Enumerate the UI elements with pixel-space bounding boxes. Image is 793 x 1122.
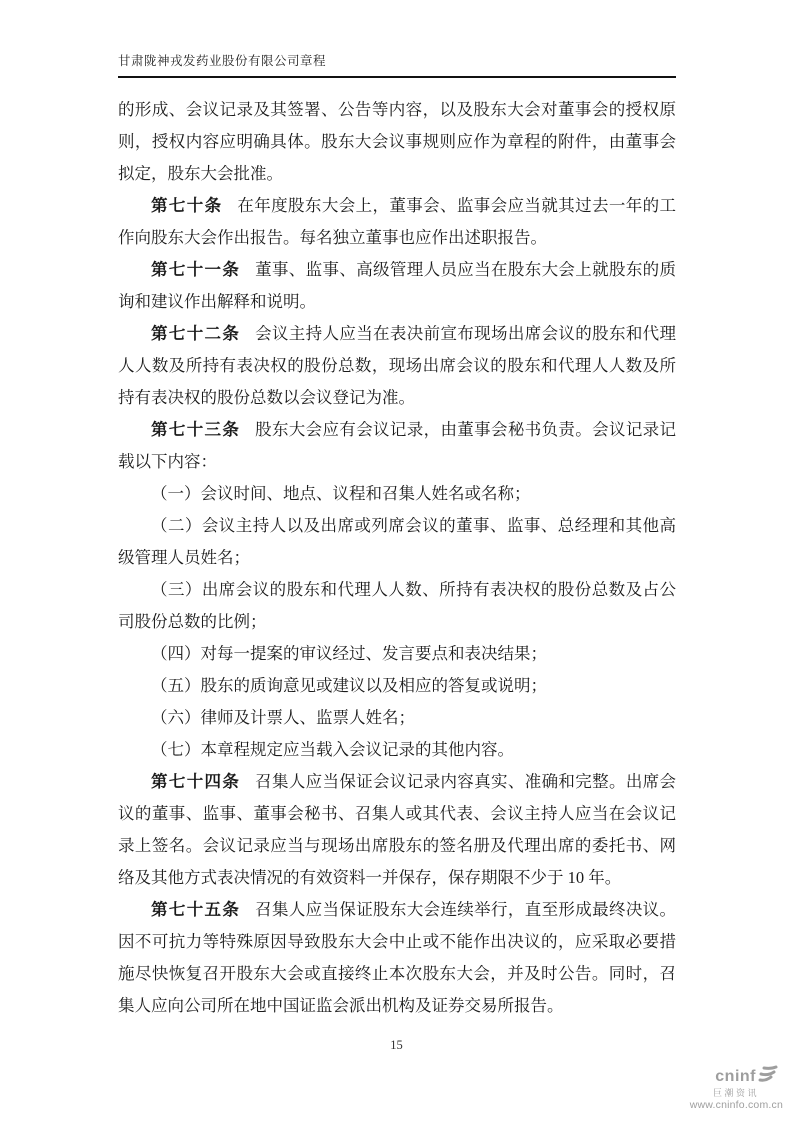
article-number: 第七十二条 bbox=[151, 325, 241, 343]
article-number: 第七十一条 bbox=[151, 261, 241, 279]
cninfo-logo-row bbox=[715, 1065, 778, 1088]
document-header bbox=[118, 0, 676, 78]
article-number: 第七十条 bbox=[151, 197, 223, 215]
cninfo-brand-cn: 巨潮资讯 bbox=[712, 1088, 759, 1098]
paragraph-article-72 bbox=[118, 318, 676, 414]
paragraph-text: （七）本章程规定应当载入会议记录的其他内容。 bbox=[151, 740, 514, 759]
paragraph-article-74 bbox=[118, 766, 676, 894]
page-number: 15 bbox=[390, 1038, 403, 1052]
paragraph-text: 股东大会应有会议记录，由董事会秘书负责。会议记录记载以下内容： bbox=[118, 420, 677, 471]
paragraph-article-73 bbox=[118, 414, 676, 478]
paragraph-article-75 bbox=[118, 894, 676, 1022]
list-item-1 bbox=[118, 478, 676, 510]
cninfo-swoosh-icon bbox=[758, 1065, 778, 1088]
article-number: 第七十五条 bbox=[151, 901, 241, 919]
paragraph-continuation bbox=[118, 94, 676, 190]
article-number: 第七十四条 bbox=[151, 773, 241, 791]
paragraph-text: 在年度股东大会上，董事会、监事会应当就其过去一年的工作向股东大会作出报告。每名独立董事也应作出述职报告。 bbox=[118, 196, 677, 247]
paragraph-text: （四）对每一提案的审议经过、发言要点和表决结果； bbox=[151, 644, 547, 663]
cninfo-brand-text: cninf bbox=[715, 1067, 756, 1085]
paragraph-text: （三）出席会议的股东和代理人人数、所持有表决权的股份总数及占公司股份总数的比例； bbox=[118, 580, 676, 631]
page-footer bbox=[0, 1038, 793, 1053]
cninfo-logo bbox=[690, 1065, 783, 1112]
paragraph-text: （五）股东的质询意见或建议以及相应的答复或说明； bbox=[151, 676, 547, 695]
paragraph-text: 召集人应当保证股东大会连续举行，直至形成最终决议。因不可抗力等特殊原因导致股东大会中止或不能作出决议的，应采取必要措施尽快恢复召开股东大会或直接终止本次股东大会，并及时公告。同时，召集人应向公司所在地中国证监会派出机构及证券交易所报告。 bbox=[118, 900, 677, 1015]
cninfo-url-text: www.cninfo.com.cn bbox=[689, 1099, 783, 1111]
paragraph-text: 董事、监事、高级管理人员应当在股东大会上就股东的质询和建议作出解释和说明。 bbox=[118, 260, 677, 311]
paragraph-text: 会议主持人应当在表决前宣布现场出席会议的股东和代理人人数及所持有表决权的股份总数，现场出席会议的股东和代理人人数及所持有表决权的股份总数以会议登记为准。 bbox=[118, 324, 677, 407]
list-item-5 bbox=[118, 670, 676, 702]
document-header-title: 甘肃陇神戎发药业股份有限公司章程 bbox=[118, 54, 327, 68]
list-item-4 bbox=[118, 638, 676, 670]
article-number: 第七十三条 bbox=[151, 421, 241, 439]
paragraph-text: 召集人应当保证会议记录内容真实、准确和完整。出席会议的董事、监事、董事会秘书、召集人或其代表、会议主持人应当在会议记录上签名。会议记录应当与现场出席股东的签名册及代理出席的委托书、网络及其他方式表决情况的有效资料一并保存，保存期限不少于 10 年。 bbox=[118, 772, 677, 887]
document-body bbox=[118, 94, 676, 1022]
paragraph-article-71 bbox=[118, 254, 676, 318]
paragraph-text: （一）会议时间、地点、议程和召集人姓名或名称； bbox=[151, 484, 531, 503]
paragraph-article-70 bbox=[118, 190, 676, 254]
paragraph-text: （二）会议主持人以及出席或列席会议的董事、监事、总经理和其他高级管理人员姓名； bbox=[118, 516, 676, 567]
list-item-7 bbox=[118, 734, 676, 766]
list-item-3 bbox=[118, 574, 676, 638]
paragraph-text: 的形成、会议记录及其签署、公告等内容，以及股东大会对董事会的授权原则，授权内容应明确具体。股东大会议事规则应作为章程的附件，由董事会拟定，股东大会批准。 bbox=[118, 100, 676, 183]
list-item-6 bbox=[118, 702, 676, 734]
list-item-2 bbox=[118, 510, 676, 574]
paragraph-text: （六）律师及计票人、监票人姓名； bbox=[151, 708, 415, 727]
page-content bbox=[118, 0, 676, 1022]
